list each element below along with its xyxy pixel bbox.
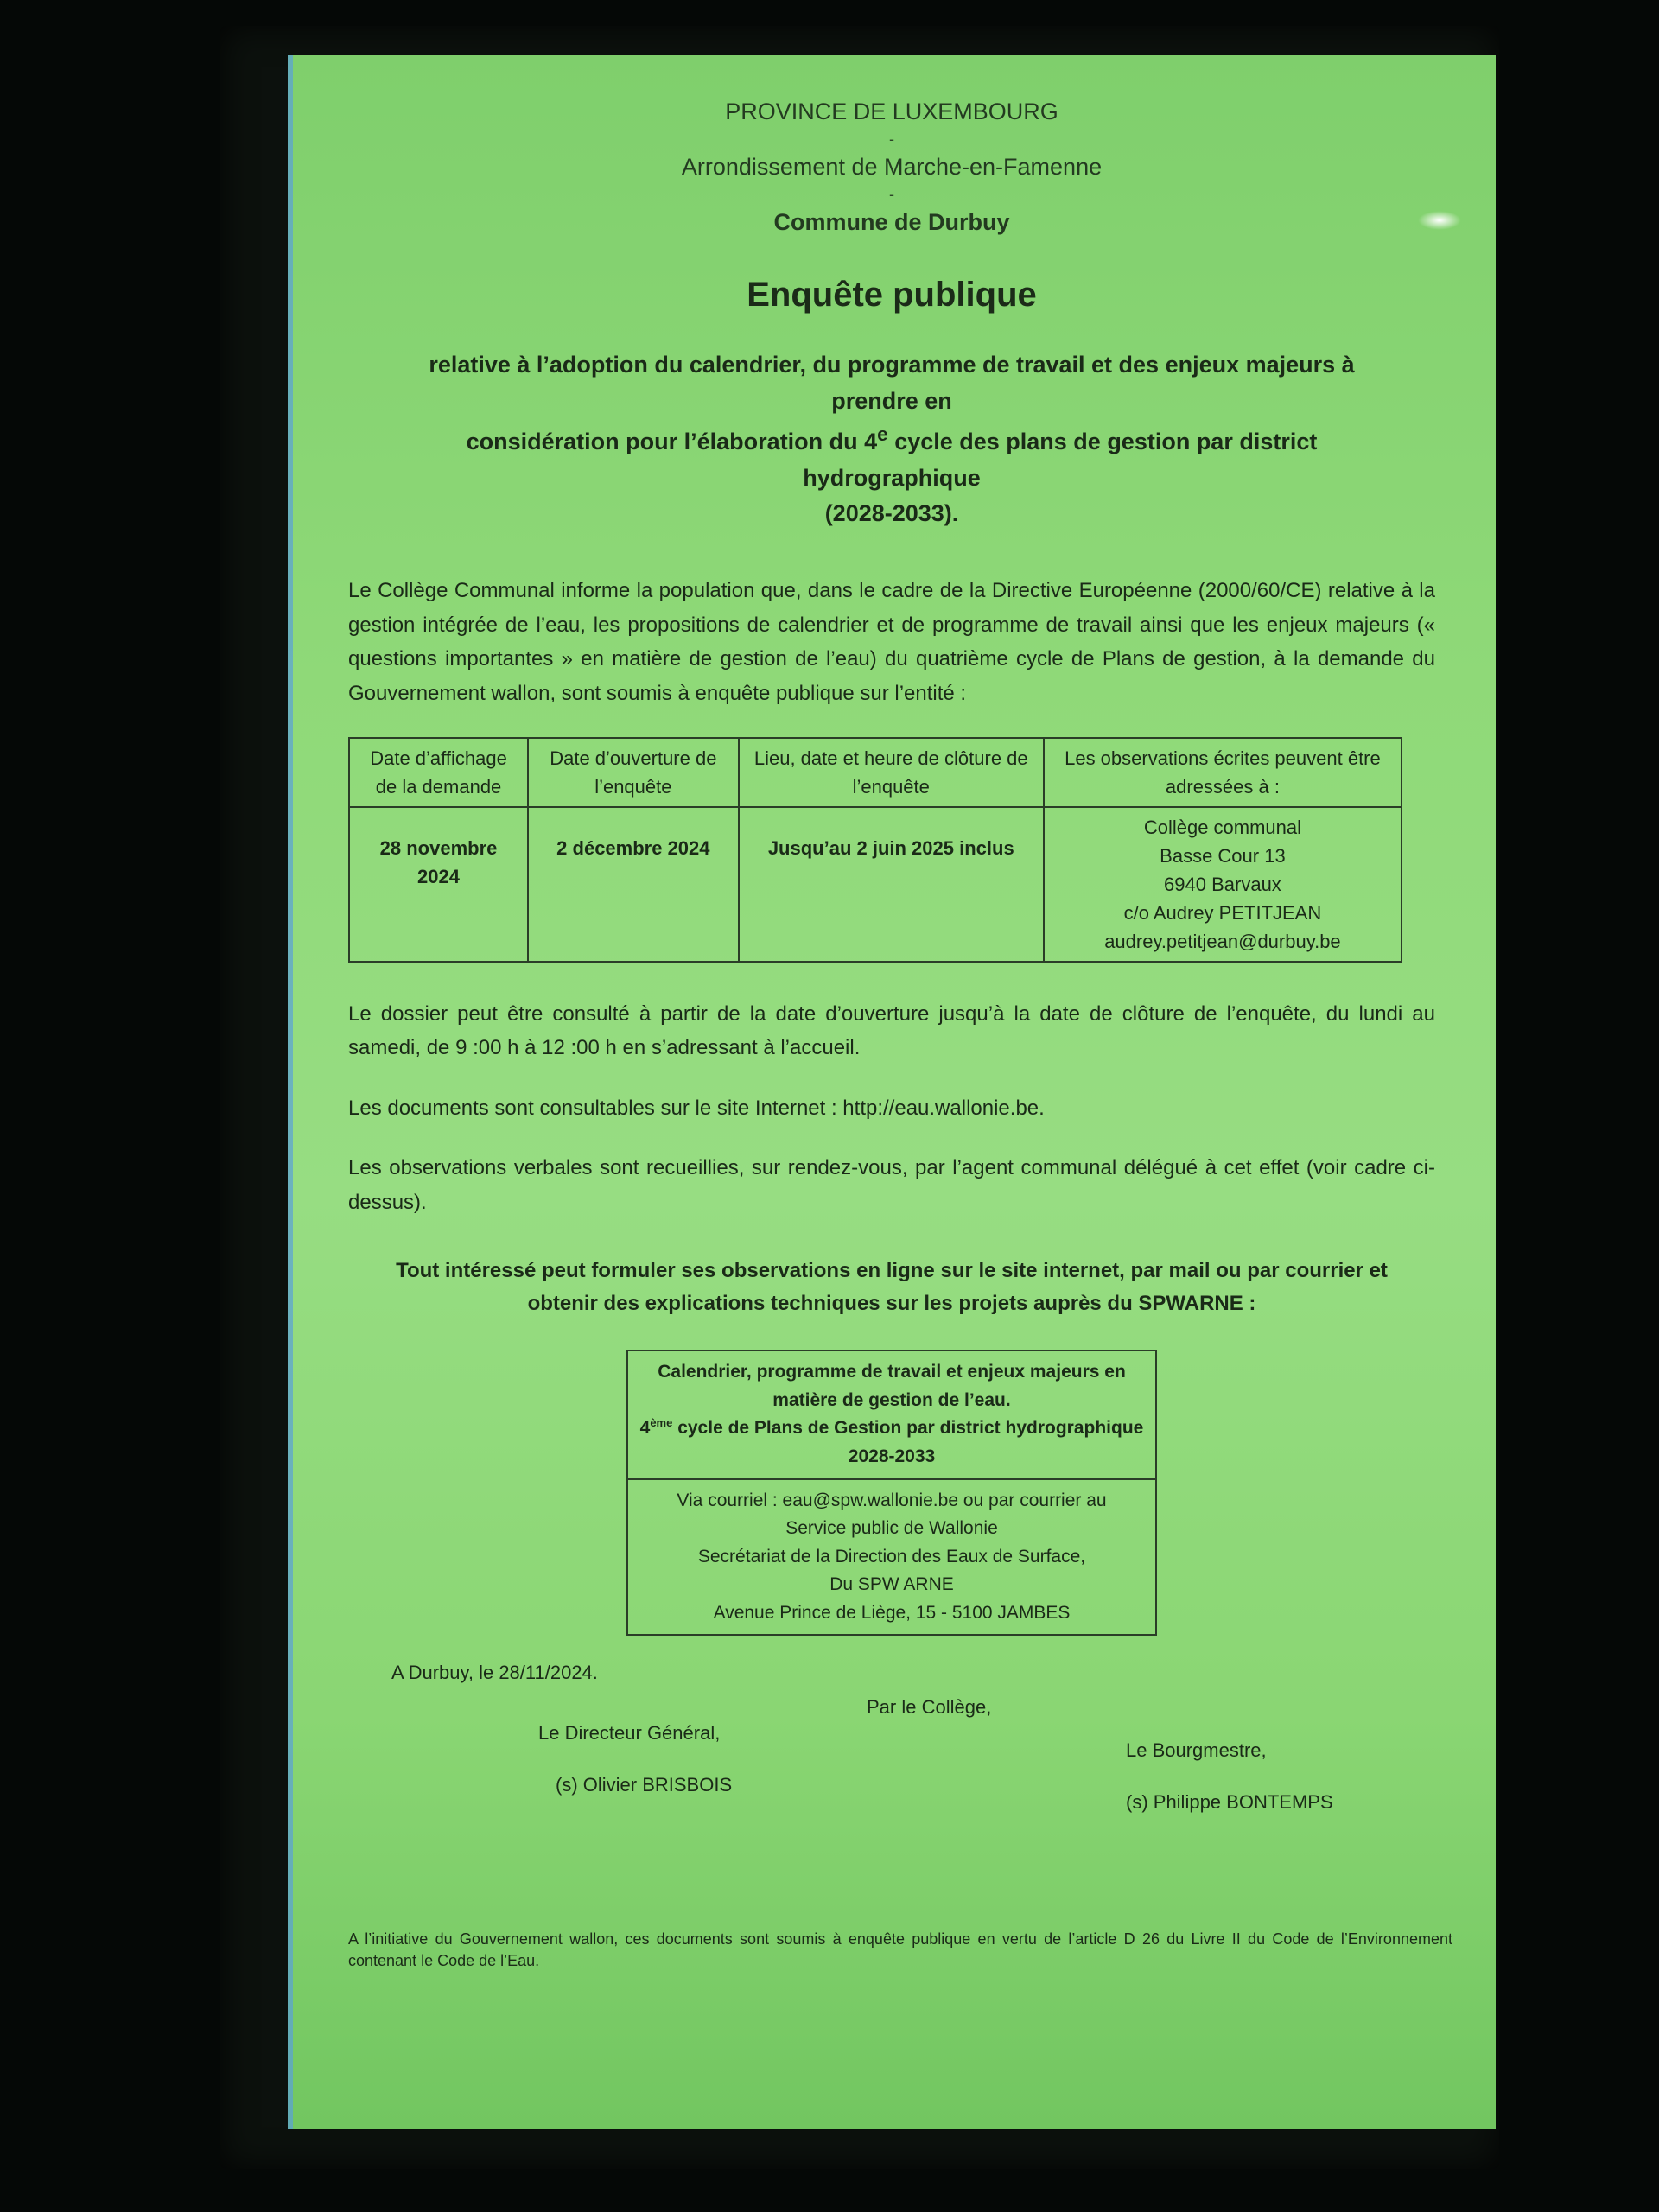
spw-address-line: Secrétariat de la Direction des Eaux de Surface,	[697, 1546, 1086, 1567]
table-row	[349, 807, 1402, 962]
documents-paragraph: Les documents sont consultables sur le site Internet : http://eau.wallonie.be.	[348, 1096, 1045, 1120]
subtitle-line: relative à l’adoption du calendrier, du programme de travail et des enjeux majeurs à prendre en	[429, 352, 1355, 414]
table-header-cell: Lieu, date et heure de clôture de l’enquête	[739, 738, 1044, 807]
bourgmestre-name: (s) Philippe BONTEMPS	[1126, 1791, 1333, 1814]
spw-box-title-line: 4ème cycle de Plans de Gestion par district hydrographique	[639, 1416, 1144, 1439]
contact-line: 6940 Barvaux	[1164, 873, 1281, 895]
contact-email: audrey.petitjean@durbuy.be	[1104, 930, 1341, 952]
directeur-name: (s) Olivier BRISBOIS	[556, 1774, 733, 1796]
spw-box-title	[628, 1351, 1155, 1479]
subtitle-line: considération pour l’élaboration du 4e cycle des plans de gestion par district hydrographique	[466, 423, 1318, 491]
spw-address-line: Du SPW ARNE	[830, 1574, 954, 1595]
spw-box-title-line: matière de gestion de l’eau.	[772, 1389, 1011, 1410]
date-affichage-cell: 28 novembre 2024	[349, 807, 528, 962]
date-cloture-cell: Jusqu’au 2 juin 2025 inclus	[739, 807, 1044, 962]
observations-highlight: Tout intéressé peut formuler ses observations en ligne sur le site internet, par mail ou par courrier et obtenir des explications techniques sur les projets auprès du SPWARNE :	[396, 1258, 1388, 1315]
contact-cell	[1044, 807, 1402, 962]
header-separator: -	[889, 130, 894, 148]
arrondissement-header: Arrondissement de Marche-en-Famenne	[681, 154, 1103, 180]
verbales-paragraph: Les observations verbales sont recueillies, sur rendez-vous, par l’agent communal délégué à cet effet (voir cadre ci-dessus).	[348, 1156, 1435, 1214]
place-date: A Durbuy, le 28/11/2024.	[391, 1662, 598, 1684]
contact-line: c/o Audrey PETITJEAN	[1123, 901, 1322, 924]
table-header-row	[349, 738, 1402, 807]
notice-screen	[288, 55, 1496, 2129]
spw-box-title-line: Calendrier, programme de travail et enjeux majeurs en	[658, 1362, 1126, 1382]
page-title: Enquête publique	[747, 276, 1037, 314]
screen-glare	[1418, 211, 1461, 230]
header-separator: -	[889, 186, 894, 203]
legal-footer: A l’initiative du Gouvernement wallon, ces documents sont soumis à enquête publique en vertu de l’article D 26 du Livre II du Code de l’Environnement contenant le Code de l’Eau.	[348, 1930, 1452, 1970]
bourgmestre-title: Le Bourgmestre,	[1126, 1739, 1267, 1762]
directeur-title: Le Directeur Général,	[538, 1722, 721, 1745]
spw-address-line: Via courriel : eau@spw.wallonie.be ou par courrier au	[677, 1490, 1107, 1510]
spw-box-address	[628, 1480, 1155, 1635]
table-header-cell: Les observations écrites peuvent être adressées à :	[1044, 738, 1402, 807]
intro-paragraph: Le Collège Communal informe la population que, dans le cadre de la Directive Européenne (2000/60/CE) relative à la gestion intégrée de l’eau, les propositions de calendrier et de programme de travail ainsi que les enjeux majeurs (« questions importantes » en matière de gestion de l’eau) du quatrième cycle de Plans de gestion, à la demande du Gouvernement wallon, sont soumis à enquête publique sur l’entité :	[348, 579, 1435, 705]
contact-line: Basse Cour 13	[1160, 844, 1286, 867]
enquete-info-table	[348, 737, 1402, 963]
spw-address-line: Service public de Wallonie	[785, 1518, 998, 1539]
subtitle-line: (2028-2033).	[824, 500, 959, 527]
signature-block	[348, 1662, 1435, 1878]
spw-address-line: Avenue Prince de Liège, 15 - 5100 JAMBES	[713, 1602, 1071, 1623]
table-header-cell: Date d’affichage de la demande	[349, 738, 528, 807]
par-college: Par le Collège,	[867, 1696, 992, 1719]
table-header-cell: Date d’ouverture de l’enquête	[528, 738, 739, 807]
spw-box-title-line: 2028-2033	[848, 1446, 936, 1466]
dossier-paragraph: Le dossier peut être consulté à partir de la date d’ouverture jusqu’à la date de clôture de l’enquête, du lundi au samedi, de 9 :00 h à 12 :00 h en s’adressant à l’accueil.	[348, 1001, 1435, 1060]
province-header: PROVINCE DE LUXEMBOURG	[725, 99, 1058, 124]
spw-contact-box	[626, 1350, 1157, 1636]
date-ouverture-cell: 2 décembre 2024	[528, 807, 739, 962]
notice-subtitle	[400, 347, 1383, 532]
commune-header: Commune de Durbuy	[773, 209, 1010, 235]
contact-line: Collège communal	[1143, 816, 1302, 838]
